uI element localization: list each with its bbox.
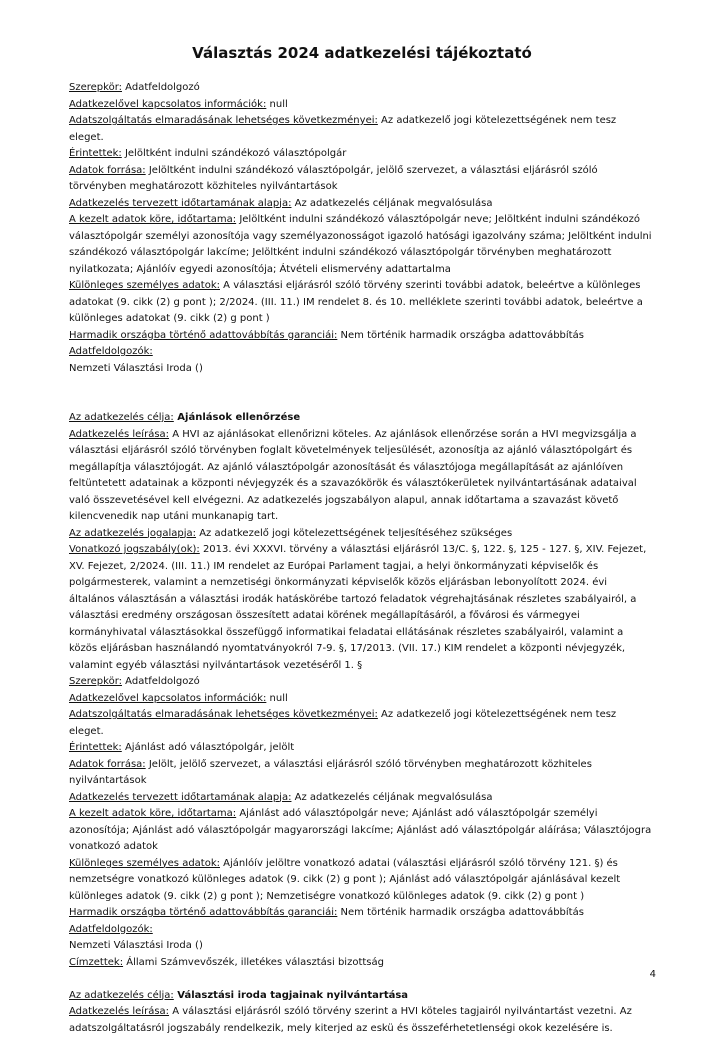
field-szerepkor: Szerepkör: Adatfeldolgozó [69,676,200,687]
field-leiras: Adatkezelés leírása: A HVI az ajánlásokat ellenőrizni köteles. Az ajánlások ellenőrzése során a HVI megvizsgálja a választási eljárásról szóló törvényben foglalt követelmények teljesülését, azonosítja az ajánló választópolgárt és megállapítja választójogát. Az ajánló választópolgár azonosítását és választójoga megállapítását az ajánlóíven feltüntetett adatainak a központi névjegyzék és a szavazókörök és választókerületek nyilvántartásának adataival való összevetésével kell elvégezni. Az adatkezelés jogszabályon alapul, annak időtartama a szavazást követő kilencvenedik nap utáni munkanapig tart. [69,428,637,522]
field-idotartam-alapja: Adatkezelés tervezett időtartamának alapja: Az adatkezelés céljának megvalósulása [69,791,493,803]
page-title: Választás 2024 adatkezelési tájékoztató [192,44,532,62]
field-jogalap: Az adatkezelés jogalapja: Az adatkezelő jogi kötelezettségének teljesítéséhez szükséges [69,527,513,539]
page-number: 4 [649,969,656,980]
field-cel: Az adatkezelés célja: Ajánlások ellenőrzése [69,412,301,423]
section-gap [69,971,653,988]
field-adatok-forrasa: Adatok forrása: Jelölt, jelölő szervezet, a választási eljárásról szóló törvényben meghatározott közhiteles nyilvántartások [69,758,592,786]
field-adatok-forrasa: Adatok forrása: Jelöltként indulni szándékozó választópolgár, jelölő szervezet, a választási eljárásról szóló törvényben meghatározott közhiteles nyilvántartások [69,164,598,192]
document-body [69,80,653,1037]
field-szerepkor: Szerepkör: Adatfeldolgozó [69,82,200,93]
field-adatfeldolgozok-label: Adatfeldolgozók: [69,346,153,357]
field-adatfeldolgozok-value: Nemzeti Választási Iroda () [69,940,203,951]
field-idotartam-alapja: Adatkezelés tervezett időtartamának alapja: Az adatkezelés céljának megvalósulása [69,197,493,209]
field-erintettek: Érintettek: Jelöltként indulni szándékozó választópolgár [69,148,347,159]
section-gap [69,377,653,394]
field-adatfeldolgozok-value: Nemzeti Választási Iroda () [69,362,203,374]
field-adatkezelo-info: Adatkezelővel kapcsolatos információk: null [69,692,288,704]
field-kovetkezmenyek: Adatszolgáltatás elmaradásának lehetséges következményei: Az adatkezelő jogi kötelezettségének nem tesz eleget. [69,709,617,737]
field-jogszabalyok: Vonatkozó jogszabály(ok): 2013. évi XXXVI. törvény a választási eljárásról 13/C. §, 122. §, 125 - 127. §, XIV. Fejezet, XV. Fejezet, 2/2024. (III. 11.) IM rendelet az Európai Parlament tagjai, a helyi önkormányzati képviselők és polgármesterek, valamint a nemzetiségi önkormányzati képviselők közös eljárásban lebonyolított 2024. évi általános választásán a választási irodák hatáskörébe tartozó feladatok végrehajtásának részletes szabályairól, a választási eredmény országosan összesített adatai körének megállapításáról, a fővárosi és vármegyei kormányhivatal választásokkal összefüggő informatikai feladatai ellátásának részletes szabályairól, valamint a közös eljárásban használandó nyomtatványokról 7-9. §, 17/2013. (VII. 17.) KIM rendelet a központi névjegyzék, valamint egyéb választási nyilvántartások vezetéséről 1. § [69,544,647,671]
field-cimzettek: Címzettek: Állami Számvevőszék, illetékes választási bizottság [69,956,384,968]
field-erintettek: Érintettek: Ajánlást adó választópolgár, jelölt [69,742,295,753]
field-kezelt-adatok: A kezelt adatok köre, időtartama: Jelöltként indulni szándékozó választópolgár neve; Jelöltként indulni szándékozó választópolgár személyi azonosítója vagy személyazonosságot igazoló hatósági igazolvány száma; Jelöltként indulni szándékozó választópolgár lakcíme; Jelöltként indulni szándékozó választópolgár törvényben meghatározott nyilatkozata; Ajánlóív egyedi azonosítója; Átvételi elismervény adattartalma [69,214,652,275]
field-kovetkezmenyek: Adatszolgáltatás elmaradásának lehetséges következményei: Az adatkezelő jogi kötelezettségének nem tesz eleget. [69,115,617,143]
field-harmadik-orszag: Harmadik országba történő adattovábbítás garanciái: Nem történik harmadik országba adattovábbítás [69,329,584,341]
section-gap [69,394,653,411]
field-cel: Az adatkezelés célja: Választási iroda tagjainak nyilvántartása [69,989,409,1001]
field-kezelt-adatok: A kezelt adatok köre, időtartama: Ajánlást adó választópolgár neve; Ajánlást adó választópolgár személyi azonosítója; Ajánlást adó választópolgár magyarországi lakcíme; Ajánlást adó választópolgár aláírása; Választójogra vonatkozó adatok [69,808,652,852]
field-kulonleges-adatok: Különleges személyes adatok: Ajánlóív jelöltre vonatkozó adatai (választási eljárásról szóló törvény 121. §) és nemzetségre vonatkozó különleges adatok (9. cikk (2) g pont ); Ajánlást adó választópolgár ajánlásával kezelt különleges adatok (9. cikk (2) g pont ); Nemzetiségre vonatkozó különleges adatok (9. cikk (2) g pont ) [69,857,621,902]
field-adatfeldolgozok-label: Adatfeldolgozók: [69,923,153,935]
field-kulonleges-adatok: Különleges személyes adatok: A választási eljárásról szóló törvény szerinti további adatok, beleértve a különleges adatokat (9. cikk (2) g pont ); 2/2024. (III. 11.) IM rendelet 8. és 10. melléklete szerinti további adatok, beleértve a különleges adatokat (9. cikk (2) g pont ) [69,280,643,324]
field-adatkezelo-info: Adatkezelővel kapcsolatos információk: null [69,98,288,110]
field-harmadik-orszag: Harmadik országba történő adattovábbítás garanciái: Nem történik harmadik országba adattovábbítás [69,907,584,918]
field-leiras: Adatkezelés leírása: A választási eljárásról szóló törvény szerint a HVI köteles tagjairól nyilvántartást vezetni. Az adatszolgáltatásról jogszabály rendelkezik, mely kiterjed az eskü és összeférhetetlenségi okok kezelésére is. [69,1006,632,1034]
